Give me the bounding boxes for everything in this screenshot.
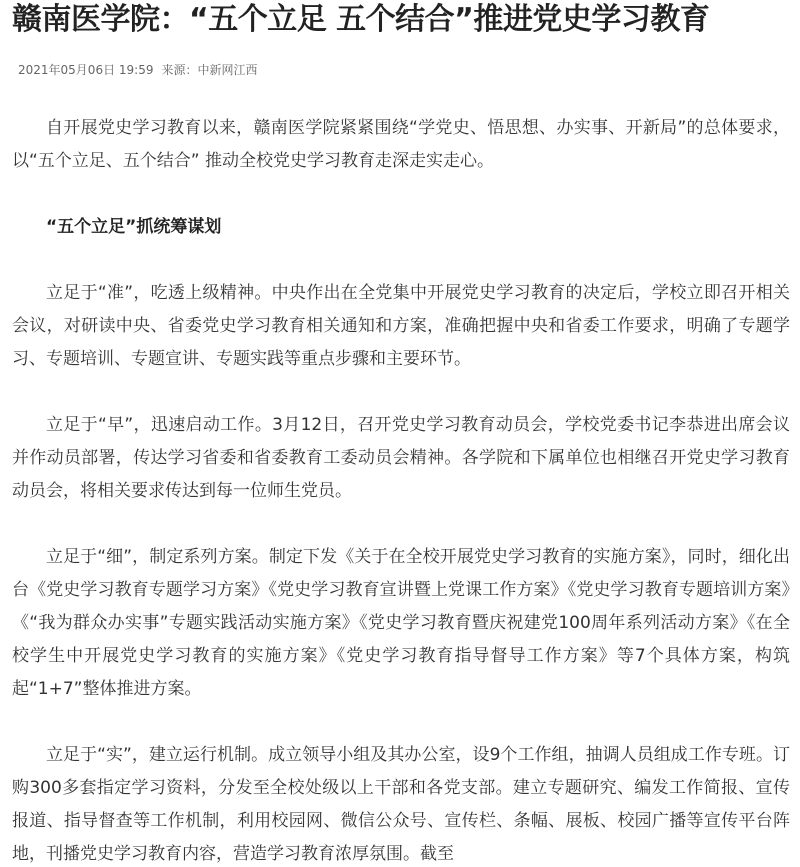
paragraph-zao: 立足于“早”，迅速启动工作。3月12日，召开党史学习教育动员会，学校党委书记李恭进出席会议并作动员部署，传达学习省委和省委教育工委动员会精神。各学院和下属单位也相继召开党史学习教育动员会，将相关要求传达到每一位师生党员。 (12, 415, 790, 501)
publish-datetime: 2021年05月06日 19:59 (18, 63, 154, 77)
paragraph-zhun: 立足于“准”，吃透上级精神。中央作出在全党集中开展党史学习教育的决定后，学校立即召开相关会议，对研读中央、省委党史学习教育相关通知和方案，准确把握中央和省委工作要求，明确了专题学习、专题培训、专题宣讲、专题实践等重点步骤和主要环节。 (12, 283, 790, 369)
section-heading: “五个立足”抓统筹谋划 (46, 217, 222, 237)
article-body (12, 112, 790, 867)
paragraph-xi: 立足于“细”，制定系列方案。制定下发《关于在全校开展党史学习教育的实施方案》，同时，细化出台《党史学习教育专题学习方案》《党史学习教育宣讲暨上党课工作方案》《党史学习教育专题培训方案》《“我为群众办实事”专题实践活动实施方案》《党史学习教育暨庆祝建党100周年系列活动方案》《在全校学生中开展党史学习教育的实施方案》《党史学习教育指导督导工作方案》等7个具体方案，构筑起“1+7”整体推进方案。 (12, 547, 790, 699)
article-meta (18, 62, 258, 78)
paragraph-shi: 立足于“实”，建立运行机制。成立领导小组及其办公室，设9个工作组，抽调人员组成工作专班。订购300多套指定学习资料，分发至全校处级以上干部和各党支部。建立专题研究、编发工作简报、宣传报道、指导督查等工作机制，利用校园网、微信公众号、宣传栏、条幅、展板、校园广播等宣传平台阵地，刊播党史学习教育内容，营造学习教育浓厚氛围。截至 (12, 745, 790, 864)
paragraph-intro: 自开展党史学习教育以来，赣南医学院紧紧围绕“学党史、悟思想、办实事、开新局”的总体要求，以“五个立足、五个结合” 推动全校党史学习教育走深走实走心。 (12, 118, 790, 171)
article-source: 来源：中新网江西 (161, 63, 258, 77)
article-title: 赣南医学院：“五个立足 五个结合”推进党史学习教育 (12, 2, 710, 37)
